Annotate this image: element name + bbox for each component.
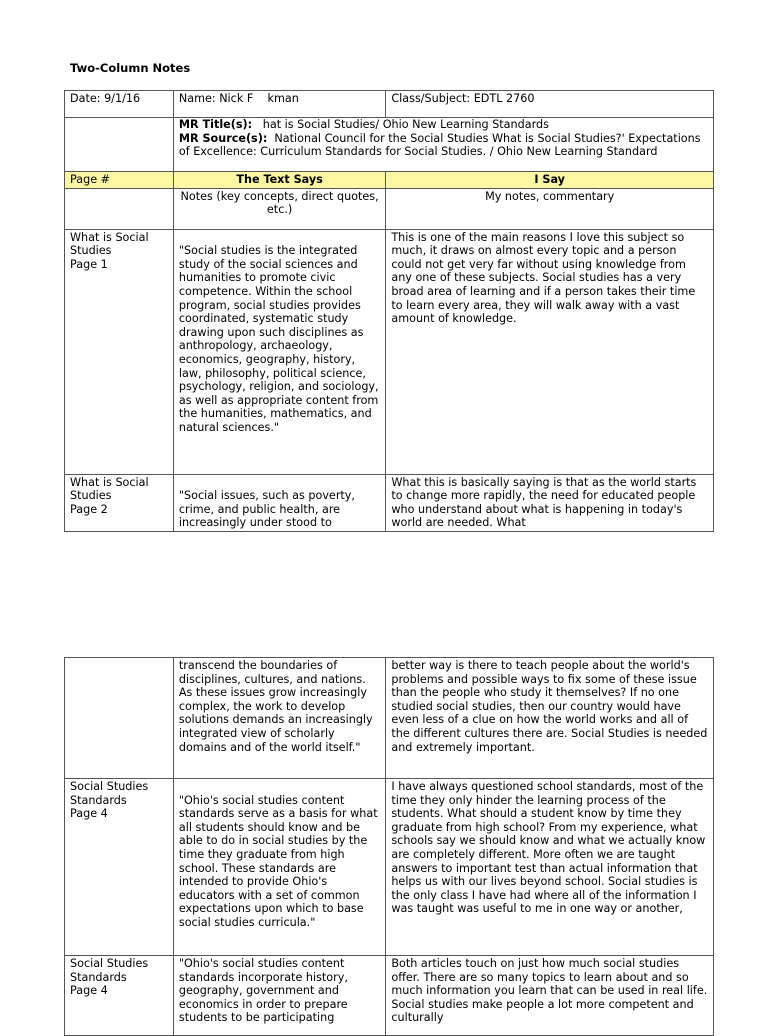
page-ref-cell <box>65 474 174 531</box>
subheader-notes: Notes (key concepts, direct quotes, etc.) <box>173 188 385 229</box>
notes-table-page-1 <box>64 90 714 532</box>
page-ref-line: What is Social <box>70 230 149 244</box>
page-ref-line: Social Studies <box>70 957 149 970</box>
column-header-row <box>65 172 714 189</box>
page-ref-line: What is Social <box>70 475 149 489</box>
page-ref-line: Page 1 <box>70 257 108 271</box>
info-row <box>65 91 714 118</box>
document-title: Two-Column Notes <box>70 61 191 75</box>
table-row <box>65 779 714 956</box>
page-ref-line: Page 4 <box>70 807 108 821</box>
text-says-cell: transcend the boundaries of disciplines, cultures, and nations. As these issues grow increasingly complex, the work to develop solutions demands an increasingly integrated view of scholarly domains and of the world itself." <box>173 658 385 779</box>
header-i-say: I Say <box>386 172 714 189</box>
column-subheader-row <box>65 188 714 229</box>
header-text-says: The Text Says <box>173 172 385 189</box>
notes-table-page-2 <box>64 657 714 1036</box>
page-ref-line: Studies <box>70 489 112 503</box>
text-says-cell <box>173 779 385 956</box>
page-ref-line: Standards <box>70 793 127 807</box>
mr-title-label: MR Title(s): <box>178 118 253 131</box>
page-ref-line: Social Studies <box>70 780 149 793</box>
subheader-empty <box>65 188 174 229</box>
date-cell: Date: 9/1/16 <box>65 91 174 118</box>
page-ref-line: Standards <box>70 970 127 984</box>
name-cell: Name: Nick F kman <box>173 91 385 118</box>
i-say-cell: Both articles touch on just how much social studies offer. There are so many topics to learn about and so much information you learn that can be used in real life. Social studies make people a lot more competent and culturally <box>386 956 714 1036</box>
page-ref-line: Page 4 <box>70 984 108 998</box>
mr-title-value: hat is Social Studies/ Ohio New Learning Standards <box>252 118 549 131</box>
table-row <box>65 658 714 779</box>
i-say-cell: I have always questioned school standards, most of the time they only hinder the learning process of the students. What should a student know by time they graduate from high school? From my experience, what schools say we should know and what we actually know are completely different. More often we are taught answers to important test than actual information that helps us with our lives beyond school. Social studies is the only class I have had where all of the information I was taught was useful to me in one way or another, <box>386 779 714 956</box>
text-says-cell <box>173 474 385 531</box>
table-row <box>65 229 714 474</box>
page-ref-line: Studies <box>70 244 112 258</box>
mr-cell <box>173 118 713 172</box>
table-row <box>65 474 714 531</box>
page-ref-cell <box>65 229 174 474</box>
header-page-number: Page # <box>65 172 174 189</box>
quote-text: "Social studies is the integrated study of the social sciences and humanities to promote civic competence. Within the school program, social studies provides coordinated, systematic study drawing upon such disciplines as anthropology, archaeology, economics, geography, history, law, philosophy, political science, psychology, religion, and sociology, as well as appropriate content from the humanities, mathematics, and natural sciences." <box>178 244 379 434</box>
page-ref-line: Page 2 <box>70 502 108 516</box>
quote-text: "Ohio's social studies content standards serve as a basis for what all students should know and be able to do in social studies by the time they graduate from high school. These standards are intended to provide Ohio's educators with a set of common expectations upon which to base social studies curricula." <box>178 793 378 929</box>
quote-text: "Social issues, such as poverty, crime, and public health, are increasingly under stood to <box>178 489 355 530</box>
i-say-cell: This is one of the main reasons I love this subject so much, it draws on almost every topic and a person could not get very far without using knowledge from any one of these subjects. Social studies has a very broad area of learning and if a person takes their time to learn every area, they will walk away with a vast amount of knowledge. <box>386 229 714 474</box>
page-ref-cell <box>65 658 174 779</box>
mr-source-label: MR Source(s): <box>178 131 268 145</box>
mr-empty-cell <box>65 118 174 172</box>
i-say-cell: What this is basically saying is that as the world starts to change more rapidly, the need for educated people who understand about what is happening in today's world are needed. What <box>386 474 714 531</box>
i-say-cell: better way is there to teach people about the world's problems and possible ways to fix some of these issue than the people who study it themselves? If no one studied social studies, then our country would have even less of a clue on how the world works and all of the different cultures there are. Social Studies is needed and extremely important. <box>386 658 714 779</box>
text-says-cell <box>173 229 385 474</box>
subheader-commentary: My notes, commentary <box>386 188 714 229</box>
mr-row <box>65 118 714 172</box>
class-subject-cell: Class/Subject: EDTL 2760 <box>386 91 714 118</box>
page-ref-cell <box>65 779 174 956</box>
text-says-cell: "Ohio's social studies content standards incorporate history, geography, government and economics in order to prepare students to be participating <box>173 956 385 1036</box>
mr-source-value: National Council for the Social Studies What is Social Studies?' Expectations of Excellence: Curriculum Standards for Social Studies. / Ohio New Learning Standard <box>178 131 705 159</box>
